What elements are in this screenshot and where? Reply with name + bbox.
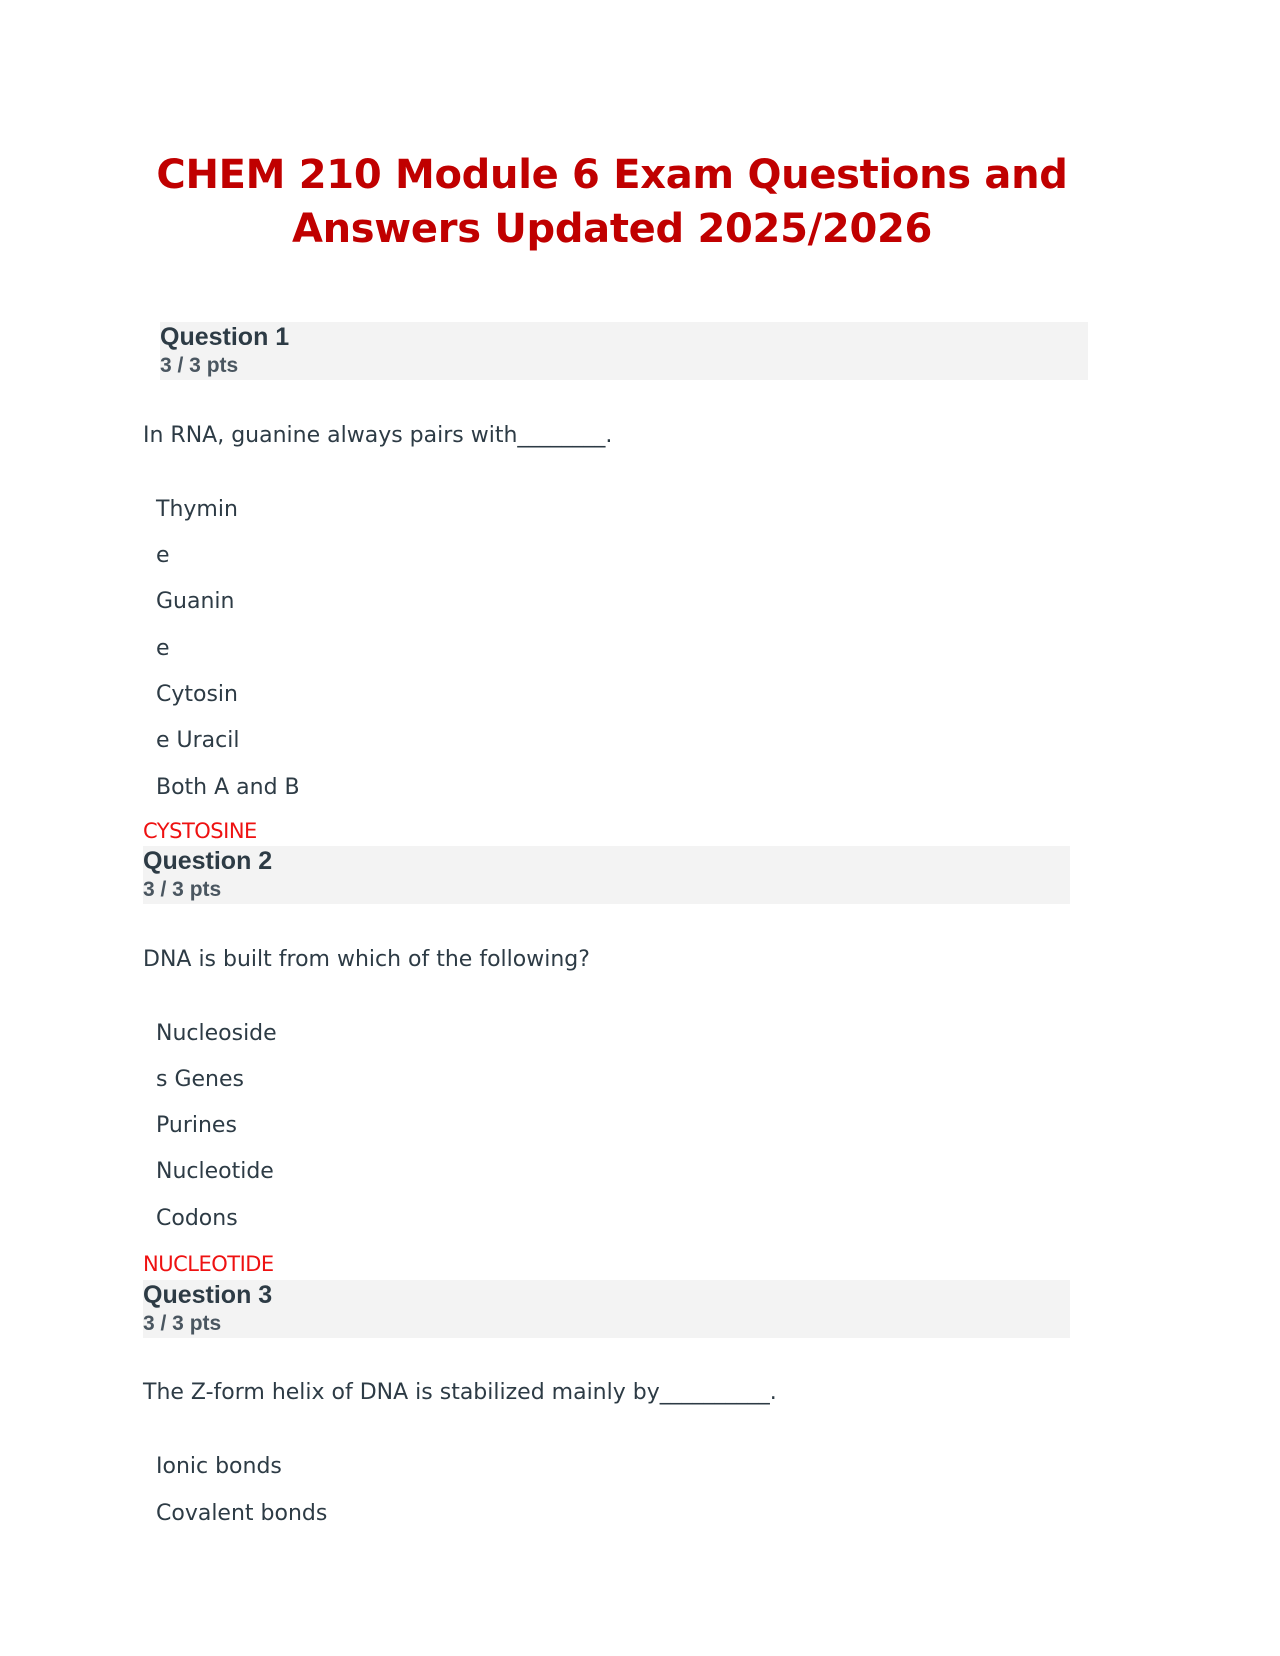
question-2-text: DNA is built from which of the following? <box>143 947 590 972</box>
question-3-header <box>143 1280 1070 1338</box>
option: e <box>156 543 170 568</box>
question-2-header <box>143 846 1070 904</box>
option: Thymin <box>156 497 238 522</box>
question-1-text: In RNA, guanine always pairs with________. <box>143 423 613 448</box>
question-3-text: The Z-form helix of DNA is stabilized mainly by__________. <box>143 1380 777 1405</box>
question-points: 3 / 3 pts <box>143 1312 222 1335</box>
answer-key: CYSTOSINE <box>143 819 257 843</box>
option: Cytosin <box>156 682 238 707</box>
option: e Uracil <box>156 728 240 753</box>
option: Nucleoside <box>156 1021 277 1046</box>
option: Codons <box>156 1206 238 1231</box>
option: e <box>156 636 170 661</box>
option: s Genes <box>156 1067 244 1092</box>
option: Ionic bonds <box>156 1454 282 1479</box>
option: Covalent bonds <box>156 1501 328 1526</box>
question-label: Question 3 <box>143 1281 273 1309</box>
option: Both A and B <box>156 775 300 800</box>
title-line-1: CHEM 210 Module 6 Exam Questions and <box>156 152 1068 198</box>
question-label: Question 1 <box>160 323 290 351</box>
question-1-header <box>160 322 1088 380</box>
option: Nucleotide <box>156 1159 274 1184</box>
title-line-2: Answers Updated 2025/2026 <box>291 206 933 252</box>
question-points: 3 / 3 pts <box>160 354 239 377</box>
question-label: Question 2 <box>143 847 273 875</box>
option: Guanin <box>156 589 235 614</box>
option: Purines <box>156 1113 237 1138</box>
document-title <box>0 148 1224 256</box>
question-points: 3 / 3 pts <box>143 878 222 901</box>
answer-key: NUCLEOTIDE <box>143 1252 274 1276</box>
